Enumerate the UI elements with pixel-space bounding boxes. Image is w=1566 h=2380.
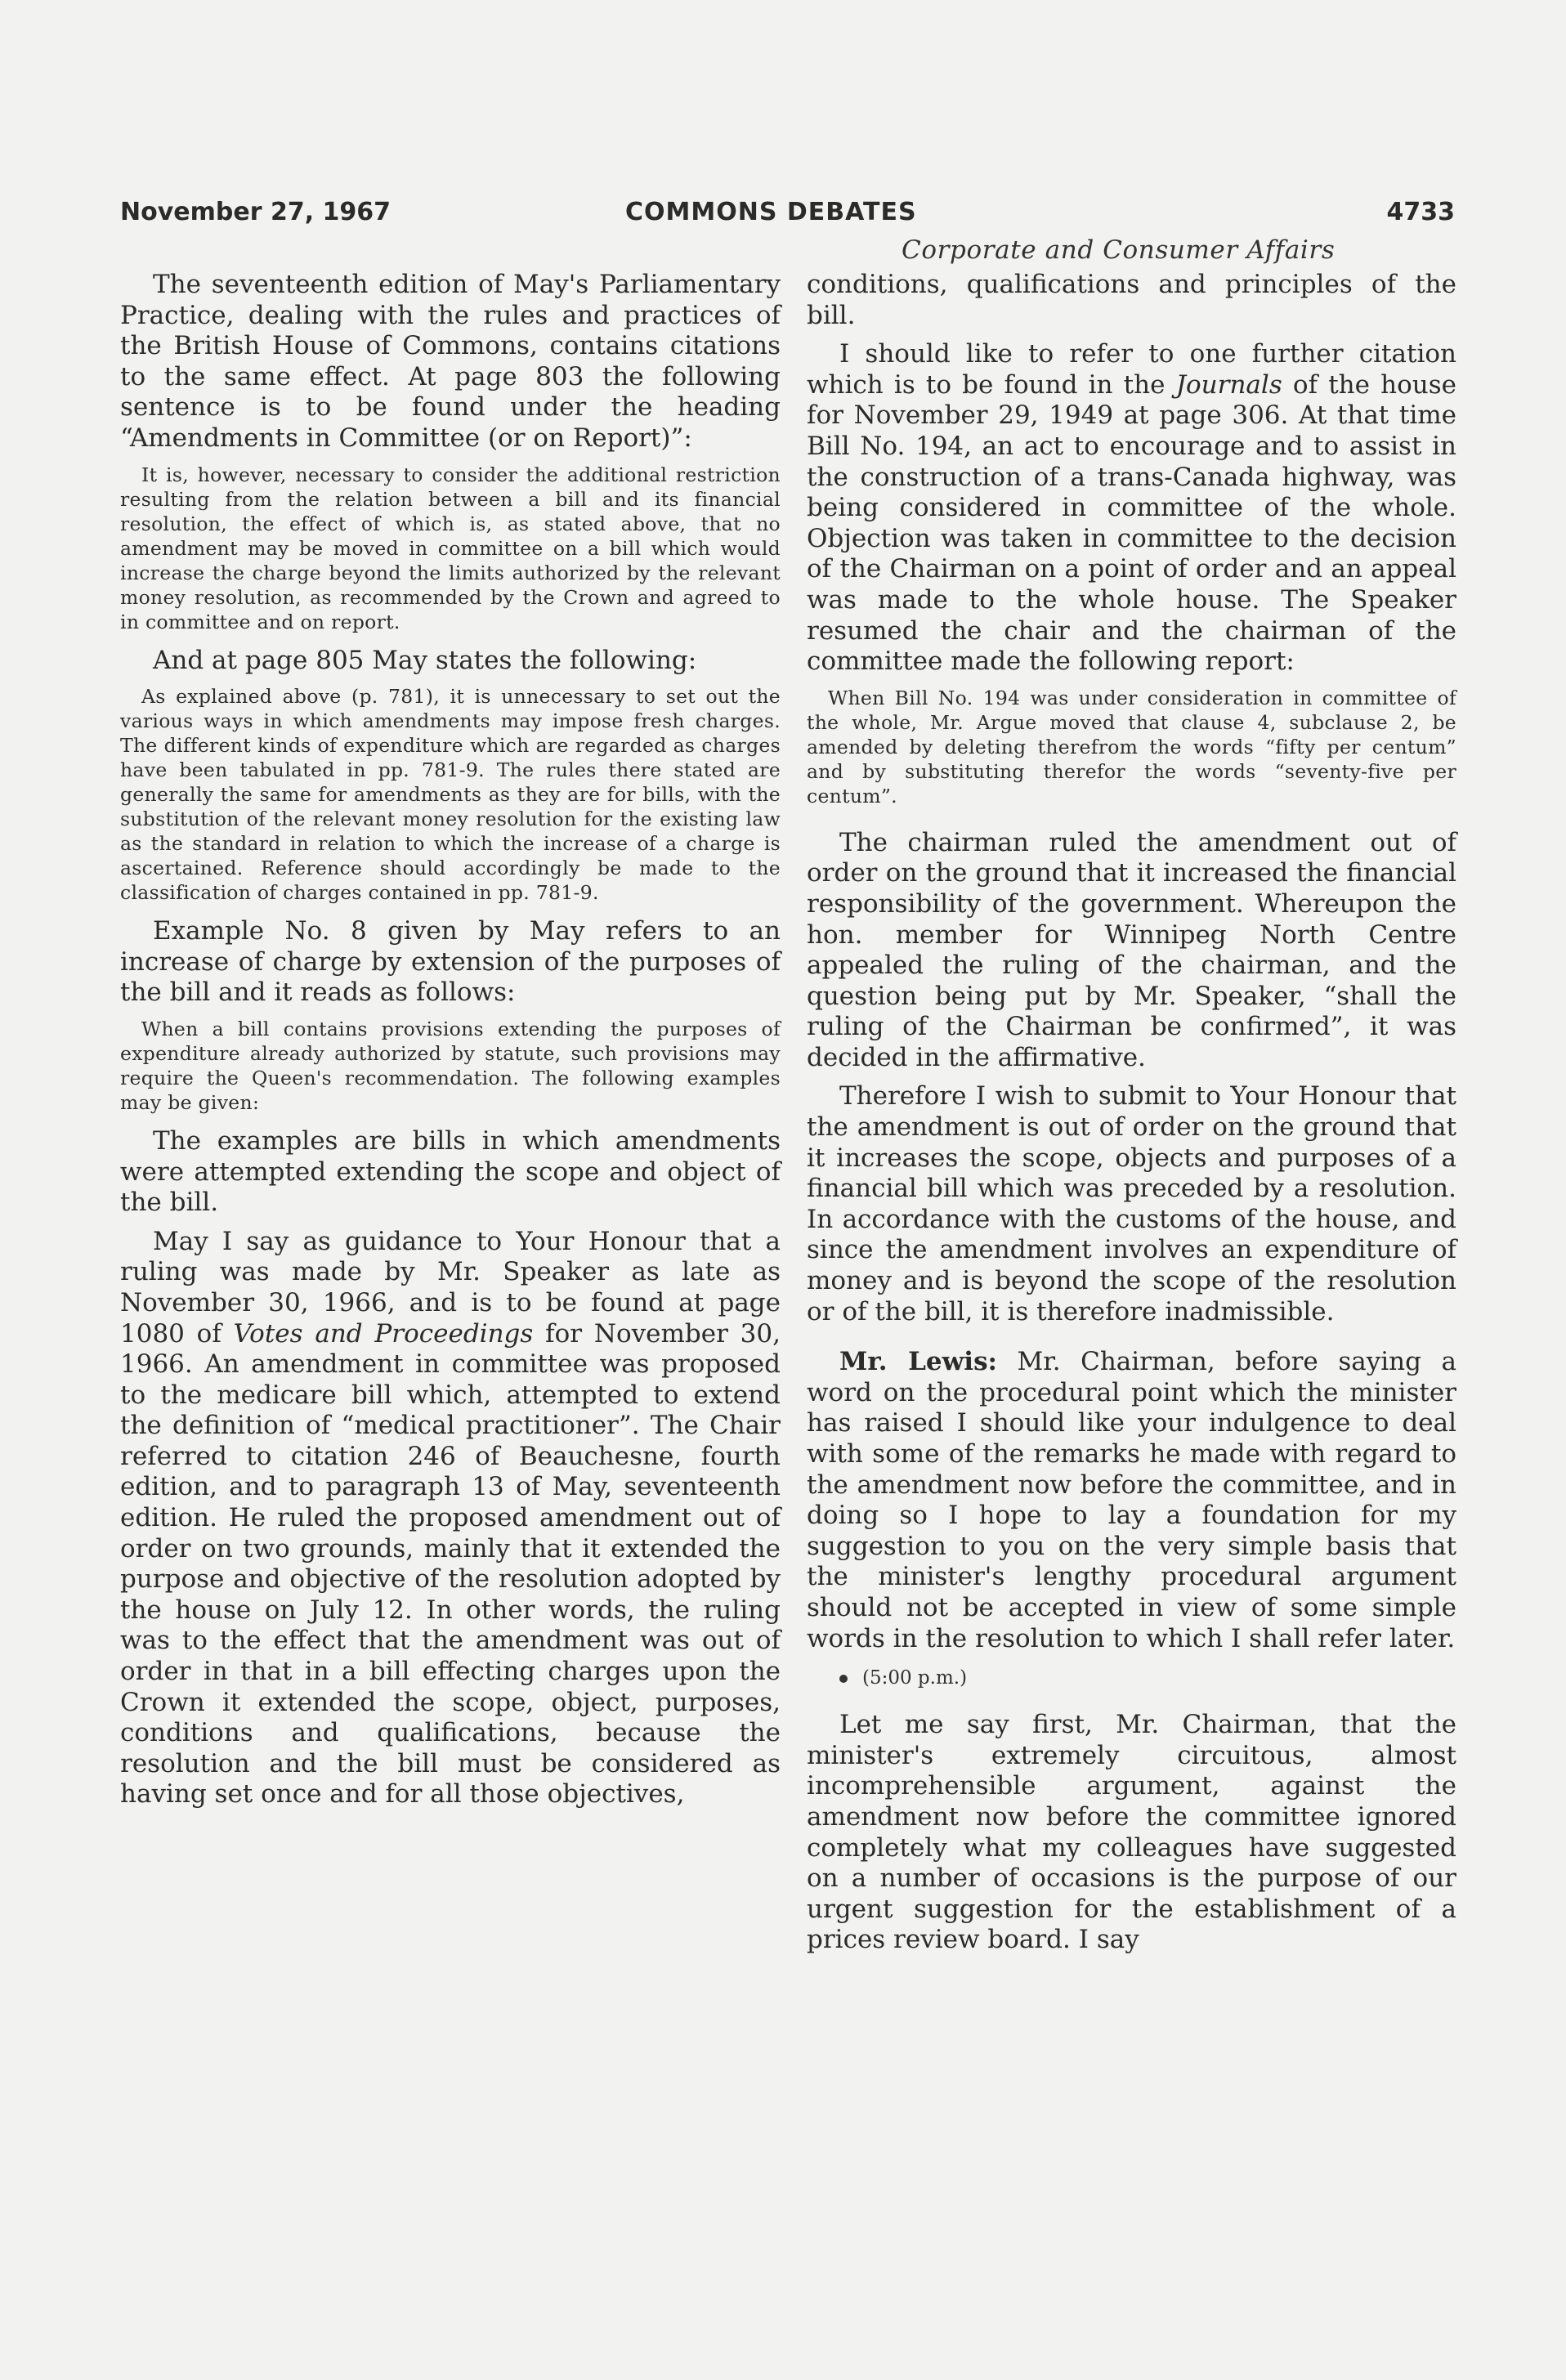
block-quote: As explained above (p. 781), it is unnecessary to set out the various ways in which amendments may impose fresh charges. The different kinds of expenditure which are regarded as charges have been tabulated in pp. 781-9. The rules there stated are generally the same for amendments as they are for bills, with the substitution of the relevant money resolution for the existing law as the standard in relation to which the increase of a charge is ascertained. Reference should accordingly be made to the classification of charges contained in pp. 781-9. [120,685,781,905]
page-header [120,198,1455,230]
block-quote: When a bill contains provisions extending the purposes of expenditure already authorized by statute, such provisions may require the Queen's recommendation. The following examples may be given: [120,1017,781,1114]
header-title: COMMONS DEBATES [625,198,917,226]
paragraph: The seventeenth edition of May's Parliamentary Practice, dealing with the rules and practices of the British House of Commons, contains citations to the same effect. At page 803 the following sentence is to be found under the heading “Amendments in Committee (or on Report)”: [120,270,781,453]
paragraph: Therefore I wish to submit to Your Honour that the amendment is out of order on the ground that it increases the scope, objects and purposes of a financial bill which was preceded by a resolution. In accordance with the customs of the house, and since the amendment involves an expenditure of money and is beyond the scope of the resolution or of the bill, it is therefore inadmissible. [807,1081,1456,1326]
block-quote: It is, however, necessary to consider the additional restriction resulting from the relation between a bill and its financial resolution, the effect of which is, as stated above, that no amendment may be moved in committee on a bill which would increase the charge beyond the limits authorized by the relevant money resolution, as recommended by the Crown and agreed to in committee and on report. [120,463,781,633]
paragraph: And at page 805 May states the following: [153,645,697,675]
time-text: (5:00 p.m.) [862,1667,968,1689]
time-marker [807,1666,1456,1690]
paragraph: Example No. 8 given by May refers to an increase of charge by extension of the purposes of the bill and it reads as follows: [120,916,781,1008]
block-quote: When Bill No. 194 was under consideration in committee of the whole, Mr. Argue moved that clause 4, subclause 2, be amended by deleting therefrom the words “fifty per centum” and by substituting therefor the words “seventy-five per centum”. [807,686,1456,808]
publication-title: Votes and Proceedings [233,1318,534,1349]
paragraph-text: May I say as guidance to Your Honour that a ruling was made by Mr. Speaker as late as November 30, 1966, and is to be found at page 1080 of [120,1226,781,1349]
paragraph: Let me say first, Mr. Chairman, that the minister's extremely circuitous, almost incomprehensible argument, against the amendment now before the committee ignored completely what my colleagues have suggested on a number of occasions is the purpose of our urgent suggestion for the establishment of a prices review board. I say [807,1710,1456,1955]
paragraph [120,1227,781,1810]
paragraph-text: I should like to refer to one further citation which is to be found in the [807,339,1456,400]
paragraph-text: for November 30, 1966. An amendment in committee was proposed to the medicare bill which, attempted to extend the definition of “medical practitioner”. The Chair referred to citation 246 of Beauchesne, fourth edition, and to paragraph 13 of May, seventeenth edition. He ruled the proposed amendment out of order on two grounds, mainly that it extended the purpose and objective of the resolution adopted by the house on July 12. In other words, the ruling was to the effect that the amendment was out of order in that in a bill effecting charges upon the Crown it extended the scope, object, purposes, conditions and qualifications, because the resolution and the bill must be considered as having set once and for all those objectives, [120,1318,781,1810]
paragraph: The examples are bills in which amendments were attempted extending the scope and object of the bill. [120,1125,781,1218]
paragraph: The chairman ruled the amendment out of order on the ground that it increased the financial responsibility of the government. Whereupon the hon. member for Winnipeg North Centre appealed the ruling of the chairman, and the question being put by Mr. Speaker, “shall the ruling of the Chairman be confirmed”, it was decided in the affirmative. [807,827,1456,1072]
paragraph-text: of the house for November 29, 1949 at page 306. At that time Bill No. 194, an act to encourage and to assist in the construction of a trans-Canada highway, was being considered in committee of the whole. Objection was taken in committee to the decision of the Chairman on a point of order and an appeal was made to the whole house. The Speaker resumed the chair and the chairman of the committee made the following report: [807,369,1456,677]
bullet-icon [839,1675,848,1683]
publication-title: Journals [1175,369,1282,400]
header-date: November 27, 1967 [120,198,392,226]
header-page-number: 4733 [1386,198,1455,226]
paragraph [807,1347,1456,1654]
paragraph: conditions, qualifications and principles of the bill. [807,270,1456,330]
right-column [807,270,1456,1956]
paragraph-text: Mr. Chairman, before saying a word on the procedural point which the minister has raised I should like your indulgence to deal with some of the remarks he made with regard to the amendment now before the committee, and in doing so I hope to lay a foundation for my suggestion to you on the very simple basis that the minister's lengthy procedural argument should not be accepted in view of some simple words in the resolution to which I shall refer later. [807,1347,1457,1653]
left-column [120,270,781,1810]
paragraph [807,339,1456,678]
section-subheading: Corporate and Consumer Affairs [902,235,1336,265]
speaker-name: Mr. Lewis: [839,1347,997,1377]
